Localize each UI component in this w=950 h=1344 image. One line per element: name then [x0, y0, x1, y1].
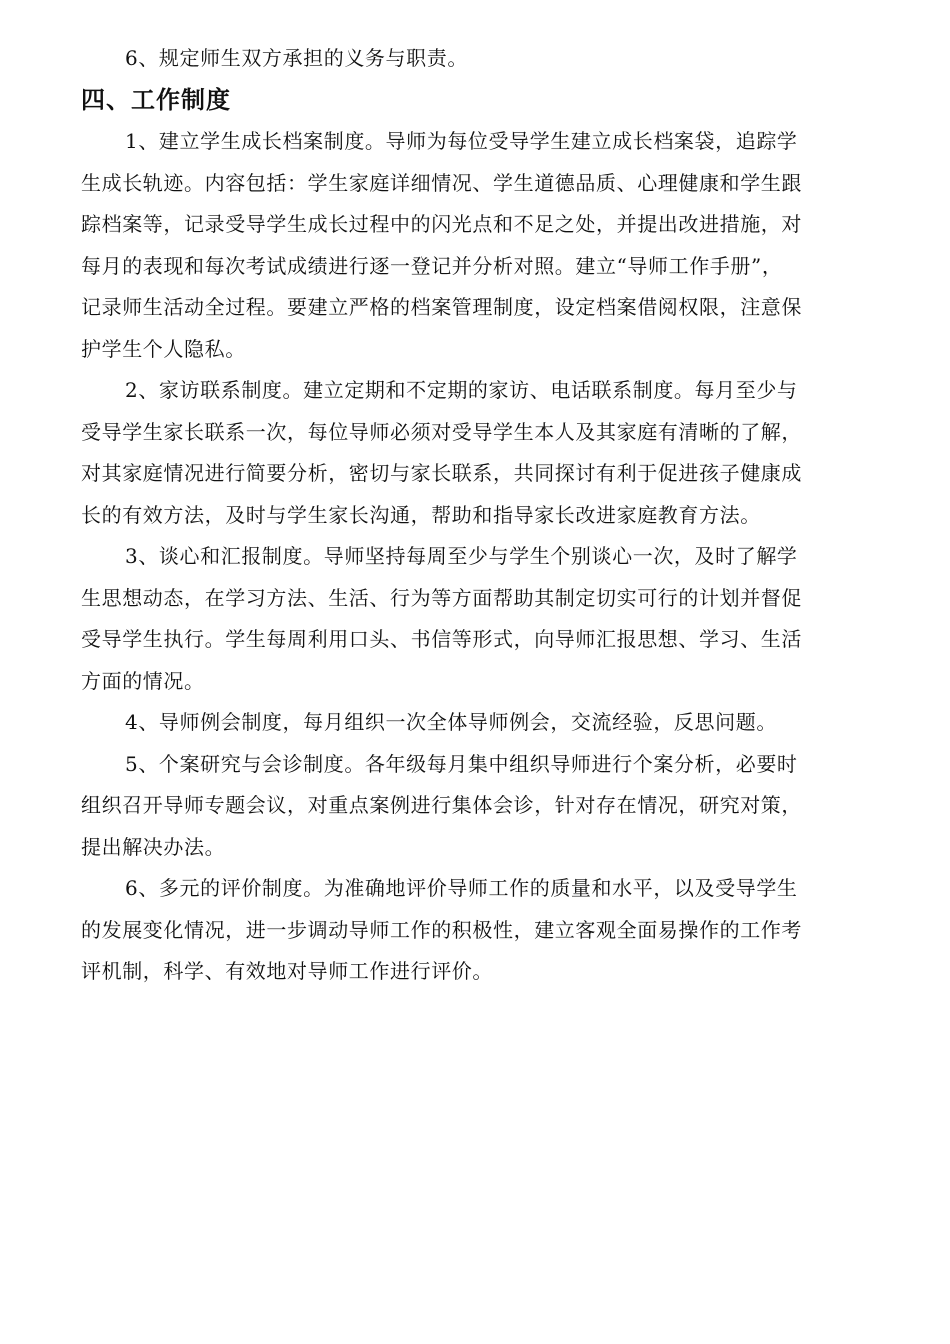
paragraph-line: 组织召开导师专题会议，对重点案例进行集体会诊，针对存在情况，研究对策，	[81, 793, 802, 817]
paragraph-case-study-system	[81, 744, 871, 869]
paragraph-line: 评机制，科学、有效地对导师工作进行评价。	[81, 959, 493, 983]
paragraph-line: 6、多元的评价制度。为准确地评价导师工作的质量和水平，以及受导学生	[125, 876, 798, 900]
paragraph-line: 长的有效方法，及时与学生家长沟通，帮助和指导家长改进家庭教育方法。	[81, 502, 761, 527]
paragraph-line: 记录师生活动全过程。要建立严格的档案管理制度，设定档案借阅权限，注意保	[81, 295, 802, 319]
paragraph-archive-system	[81, 121, 871, 370]
paragraph-line: 的发展变化情况，进一步调动导师工作的积极性，建立客观全面易操作的工作考	[81, 917, 802, 942]
paragraph-line: 踪档案等，记录受导学生成长过程中的闪光点和不足之处，并提出改进措施，对	[81, 212, 802, 236]
paragraph-line: 每月的表现和每次考试成绩进行逐一登记并分析对照。建立“导师工作手册”，	[81, 253, 783, 278]
document-body	[81, 38, 871, 993]
paragraph-line: 对其家庭情况进行简要分析，密切与家长联系，共同探讨有利于促进孩子健康成	[81, 461, 802, 485]
paragraph-line: 1、建立学生成长档案制度。导师为每位受导学生建立成长档案袋，追踪学	[125, 129, 798, 153]
paragraph-line: 4、导师例会制度，每月组织一次全体导师例会，交流经验，反思问题。	[125, 710, 777, 734]
paragraph-line: 护学生个人隐私。	[81, 336, 246, 361]
section-heading: 四、工作制度	[81, 85, 231, 114]
paragraph-line: 提出解决办法。	[81, 834, 226, 859]
paragraph-mentor-meeting-system	[81, 702, 871, 744]
paragraph-line: 受导学生家长联系一次，每位导师必须对受导学生本人及其家庭有清晰的了解，	[81, 419, 802, 444]
paragraph-line: 生思想动态，在学习方法、生活、行为等方面帮助其制定切实可行的计划并督促	[81, 585, 802, 610]
paragraph-evaluation-system	[81, 868, 871, 993]
paragraph-talk-report-system	[81, 536, 871, 702]
paragraph-line: 2、家访联系制度。建立定期和不定期的家访、电话联系制度。每月至少与	[125, 378, 798, 402]
duties-item: 6、规定师生双方承担的义务与职责。	[125, 46, 468, 70]
paragraph-line: 5、个案研究与会诊制度。各年级每月集中组织导师进行个案分析，必要时	[125, 751, 798, 776]
paragraph-line: 3、谈心和汇报制度。导师坚持每周至少与学生个别谈心一次，及时了解学	[125, 544, 798, 568]
paragraph-line: 受导学生执行。学生每周利用口头、书信等形式，向导师汇报思想、学习、生活	[81, 627, 802, 651]
paragraph-home-visit-system	[81, 370, 871, 536]
paragraph-line: 方面的情况。	[81, 668, 205, 693]
paragraph-line: 生成长轨迹。内容包括：学生家庭详细情况、学生道德品质、心理健康和学生跟	[81, 170, 802, 195]
